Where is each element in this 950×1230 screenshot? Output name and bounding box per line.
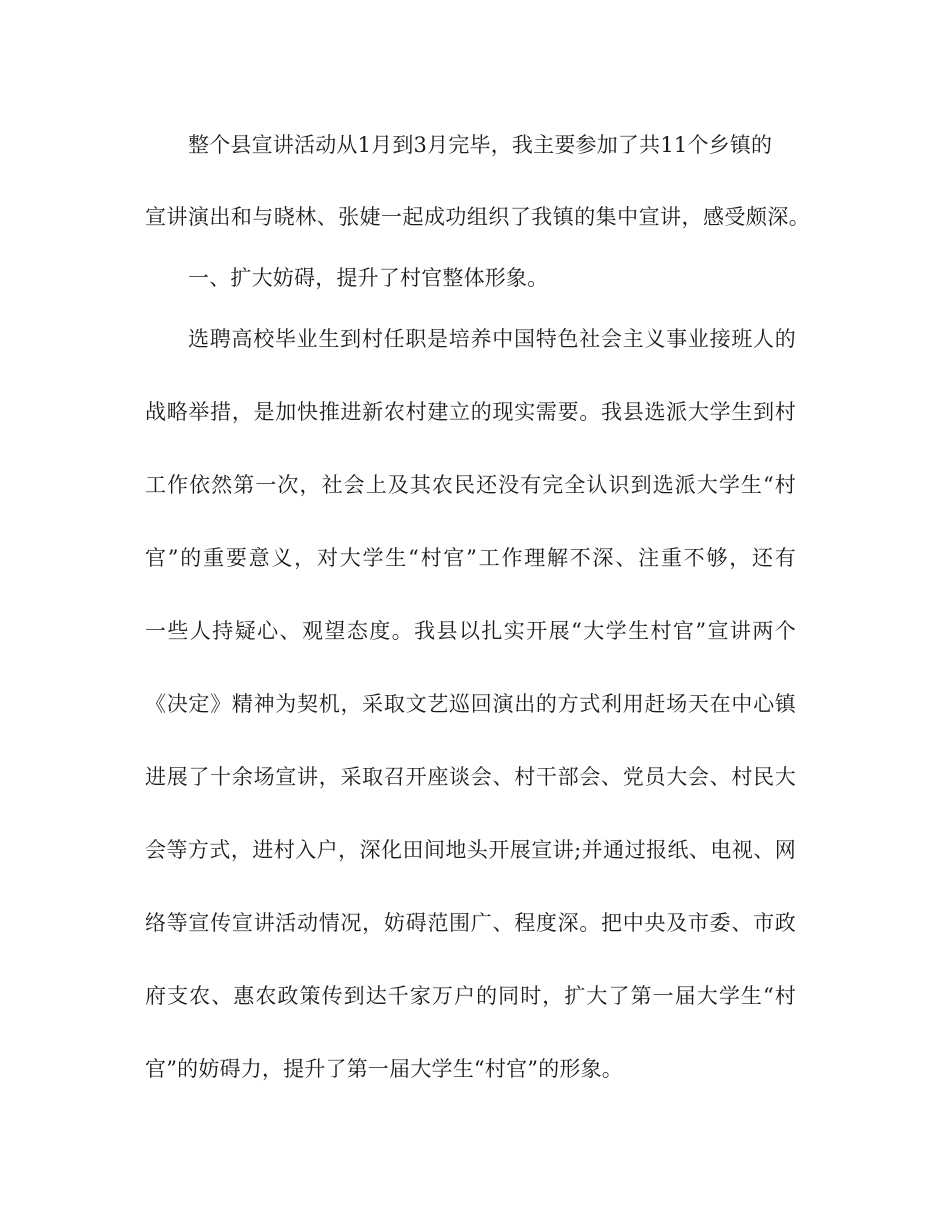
paragraph-2-line-8: 会等方式，进村入户，深化田间地头开展宣讲;并通过报纸、电视、网 — [145, 838, 796, 862]
paragraph-1-line-1: 整个县宣讲活动从1月到3月完毕，我主要参加了共11个乡镇的 — [188, 133, 773, 157]
paragraph-2-line-3: 工作依然第一次，社会上及其农民还没有完全认识到选派大学生“村 — [145, 473, 796, 497]
paragraph-2-line-2: 战略举措，是加快推进新农村建立的现实需要。我县选派大学生到村 — [145, 400, 796, 424]
paragraph-2-line-11: 官”的妨碍力，提升了第一届大学生“村官”的形象。 — [145, 1057, 624, 1081]
paragraph-2-line-7: 进展了十余场宣讲，采取召开座谈会、村干部会、党员大会、村民大 — [145, 765, 796, 789]
paragraph-2-line-1: 选聘高校毕业生到村任职是培养中国特色社会主义事业接班人的 — [188, 327, 796, 351]
section-heading: 一、扩大妨碍，提升了村官整体形象。 — [188, 266, 549, 290]
paragraph-2-line-10: 府支农、惠农政策传到达千家万户的同时，扩大了第一届大学生“村 — [145, 984, 796, 1008]
paragraph-2-line-9: 络等宣传宣讲活动情况，妨碍范围广、程度深。把中央及市委、市政 — [145, 911, 796, 935]
paragraph-1-line-2: 宣讲演出和与晓林、张婕一起成功组织了我镇的集中宣讲，感受颇深。 — [145, 205, 810, 229]
paragraph-2-line-4: 官”的重要意义，对大学生“村官”工作理解不深、注重不够，还有 — [145, 546, 796, 570]
paragraph-2-line-6: 《决定》精神为契机，采取文艺巡回演出的方式利用赶场天在中心镇 — [145, 692, 796, 716]
paragraph-2-line-5: 一些人持疑心、观望态度。我县以扎实开展“大学生村官”宣讲两个 — [145, 619, 796, 643]
